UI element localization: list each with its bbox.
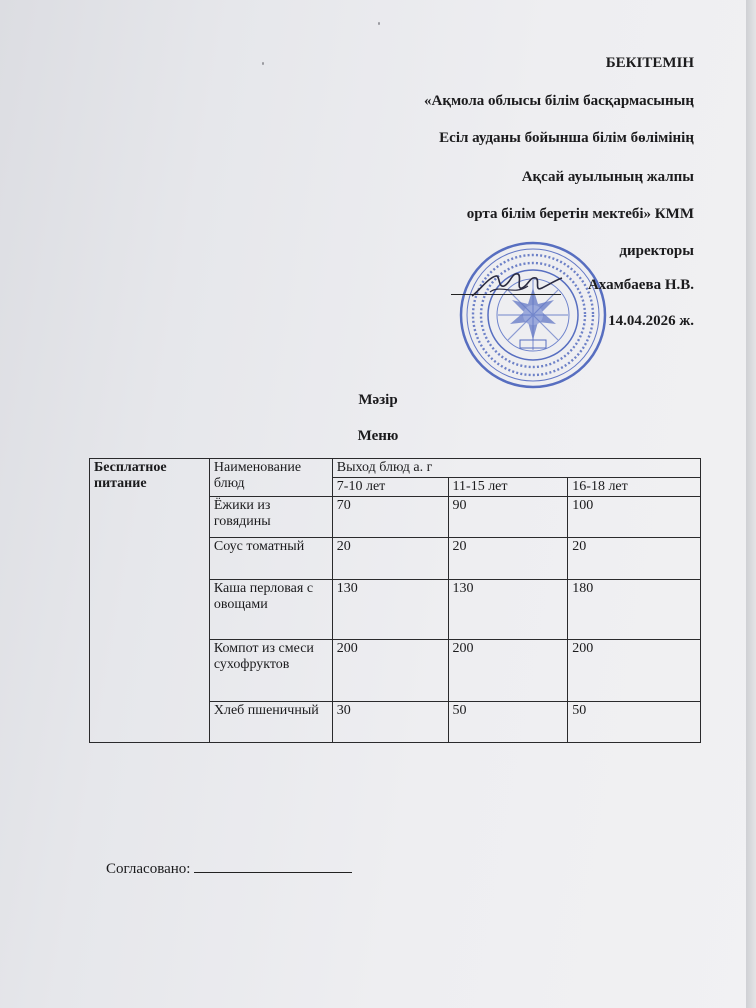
yield-value: 90 xyxy=(448,497,568,538)
menu-table xyxy=(89,458,701,743)
dish-name: Компот из смеси сухофруктов xyxy=(209,640,332,702)
yield-value: 200 xyxy=(568,640,701,702)
yield-value: 50 xyxy=(448,702,568,743)
age-column-header: 11-15 лет xyxy=(448,478,568,497)
signature-line xyxy=(451,294,561,295)
approval-position: директоры xyxy=(619,243,694,259)
official-seal-stamp xyxy=(458,240,608,390)
dish-header: Наименование блюд xyxy=(213,460,302,491)
yield-value: 200 xyxy=(332,640,448,702)
yield-header: Выход блюд а. г xyxy=(336,460,433,475)
paper-speck xyxy=(378,22,380,25)
agreed-signature-line xyxy=(194,858,352,873)
dish-name: Соус томатный xyxy=(209,538,332,580)
yield-value: 100 xyxy=(568,497,701,538)
yield-value: 130 xyxy=(332,580,448,640)
group-label-cell xyxy=(90,459,210,743)
yield-value: 20 xyxy=(332,538,448,580)
yield-value: 180 xyxy=(568,580,701,640)
dish-name: Каша перловая с овощами xyxy=(209,580,332,640)
yield-header-cell xyxy=(332,459,700,478)
yield-value: 200 xyxy=(448,640,568,702)
approval-heading: БЕКІТЕМІН xyxy=(605,55,694,71)
page-edge xyxy=(746,0,756,1008)
yield-value: 50 xyxy=(568,702,701,743)
dish-header-cell xyxy=(209,459,332,497)
dish-name: Хлеб пшеничный xyxy=(209,702,332,743)
approval-line: Ақсай ауылының жалпы xyxy=(521,169,694,185)
yield-value: 70 xyxy=(332,497,448,538)
director-signature xyxy=(470,266,565,302)
approval-date: 14.04.2026 ж. xyxy=(608,313,694,329)
agreed-label: Согласовано: xyxy=(106,861,191,877)
age-column-header: 7-10 лет xyxy=(332,478,448,497)
paper-speck xyxy=(262,62,264,65)
approval-line: орта білім беретін мектебі» КММ xyxy=(466,206,694,222)
dish-name: Ёжики из говядины xyxy=(209,497,332,538)
yield-value: 20 xyxy=(568,538,701,580)
approval-director-name: Ахамбаева Н.В. xyxy=(587,277,694,293)
document-title-ru: Меню xyxy=(357,428,399,444)
group-label: Бесплатное питание xyxy=(94,460,167,491)
approval-line: «Ақмола облысы білім басқармасының xyxy=(424,93,694,109)
age-column-header: 16-18 лет xyxy=(568,478,701,497)
agreed-block xyxy=(106,858,352,878)
approval-line: Есіл ауданы бойынша білім бөлімінің xyxy=(439,130,694,146)
yield-value: 130 xyxy=(448,580,568,640)
yield-value: 20 xyxy=(448,538,568,580)
document-title-kz: Мәзір xyxy=(358,392,398,408)
table-header-row xyxy=(90,459,701,478)
yield-value: 30 xyxy=(332,702,448,743)
